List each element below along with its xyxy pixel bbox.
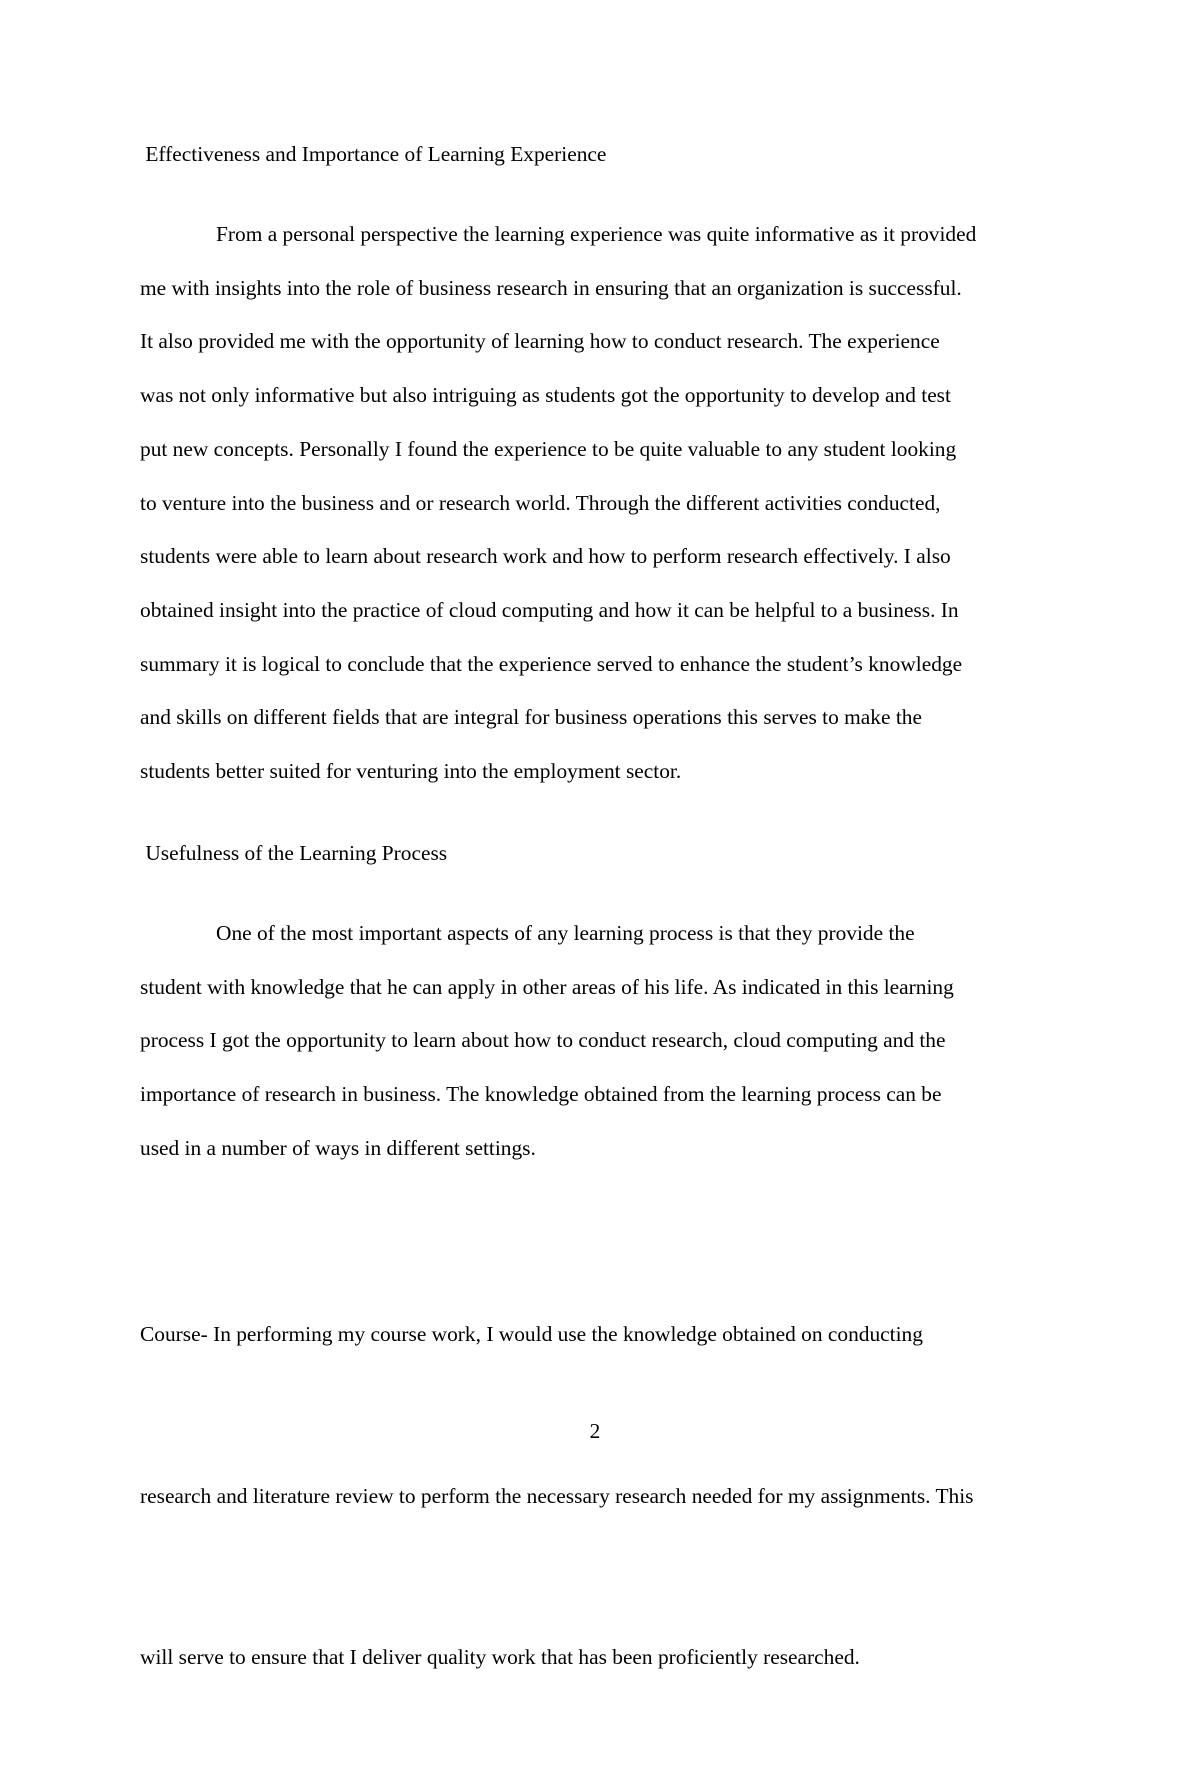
- paragraph-line: One of the most important aspects of any learning process is that they provide the: [216, 921, 915, 945]
- paragraph-line: student with knowledge that he can apply in other areas of his life. As indicated in this learning: [140, 974, 954, 999]
- paragraph-line: used in a number of ways in different settings.: [140, 1135, 536, 1160]
- paragraph-usefulness: [140, 907, 1060, 1176]
- paragraph-line: From a personal perspective the learning experience was quite informative as it provided: [216, 222, 977, 246]
- paragraph-line: students were able to learn about research work and how to perform research effectively. I also: [140, 544, 951, 569]
- section-heading-usefulness: Usefulness of the Learning Process: [140, 841, 448, 865]
- paragraph-line: process I got the opportunity to learn about how to conduct research, cloud computing and the: [140, 1028, 946, 1053]
- paragraph-line: me with insights into the role of business research in ensuring that an organization is successful.: [140, 275, 962, 300]
- paragraph-line: students better suited for venturing into the employment sector.: [140, 759, 682, 784]
- paragraph-line: was not only informative but also intriguing as students got the opportunity to develop and test: [140, 383, 951, 408]
- paragraph-line: It also provided me with the opportunity of learning how to conduct research. The experience: [140, 329, 940, 354]
- page-number: 2: [589, 1419, 601, 1443]
- paragraph-line: put new concepts. Personally I found the experience to be quite valuable to any student looking: [140, 436, 957, 461]
- paragraph-line: obtained insight into the practice of cloud computing and how it can be helpful to a business. In: [140, 597, 959, 622]
- paragraph-line: research and literature review to perform the necessary research needed for my assignments. This: [140, 1483, 974, 1508]
- section-heading-effectiveness: Effectiveness and Importance of Learning Experience: [140, 142, 607, 166]
- paragraph-line: to venture into the business and or research world. Through the different activities conducted,: [140, 490, 941, 515]
- paragraph-line: will serve to ensure that I deliver quality work that has been proficiently researched.: [140, 1644, 860, 1669]
- paragraph-line: summary it is logical to conclude that the experience served to enhance the student’s knowledge: [140, 651, 963, 676]
- paragraph-course: [140, 1201, 1060, 1792]
- paragraph-line: Course- In performing my course work, I would use the knowledge obtained on conducting: [140, 1322, 923, 1347]
- paragraph-line: and skills on different fields that are integral for business operations this serves to make the: [140, 705, 922, 730]
- paragraph-effectiveness: [140, 208, 1060, 799]
- paragraph-line: importance of research in business. The knowledge obtained from the learning process can be: [140, 1082, 942, 1107]
